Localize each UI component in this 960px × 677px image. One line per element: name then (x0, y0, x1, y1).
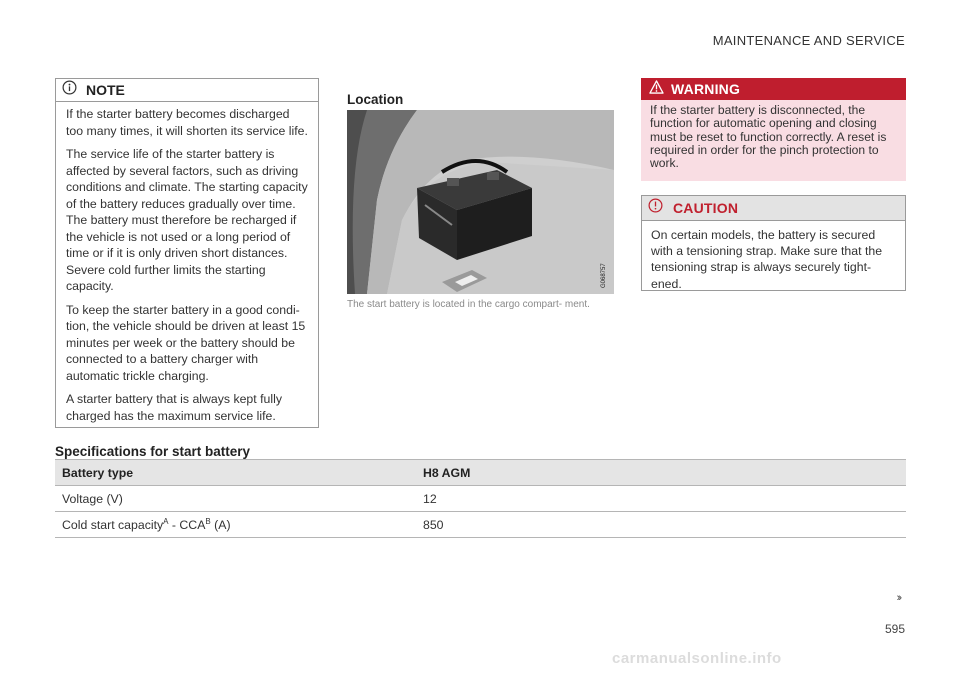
note-paragraph: The service life of the starter battery is affected by several factors, such as driving conditions and climate. The starting capacity of the battery reduces gradually over time. The battery must therefore be recharged if the vehicle is not used or a long period of time or if it is only driven short distances. Severe cold further limits the starting capacity. (66, 147, 308, 293)
caution-icon (648, 198, 663, 218)
info-icon (62, 80, 77, 100)
table-row (55, 486, 906, 512)
warning-box (641, 78, 906, 181)
row-value: 12 (416, 486, 906, 512)
row-label (55, 512, 416, 538)
row-label-text: (A) (210, 518, 231, 533)
note-paragraph: If the starter battery becomes discharged too many times, it will shorten its service life. (66, 107, 308, 138)
row-label: Voltage (V) (55, 486, 416, 512)
table-row (55, 512, 906, 538)
watermark: carmanualsonline.info (612, 650, 782, 667)
spec-title: Specifications for start battery (55, 444, 251, 459)
caution-title: CAUTION (673, 200, 739, 216)
page-number: 595 (884, 622, 905, 636)
row-value: 850 (416, 512, 906, 538)
caution-box (641, 195, 906, 291)
spec-table (55, 459, 906, 538)
location-title: Location (347, 92, 404, 107)
battery-location-image (347, 110, 614, 294)
section-header: MAINTENANCE AND SERVICE (712, 33, 905, 48)
column-header: Battery type (55, 460, 416, 486)
table-header-row (55, 460, 906, 486)
image-code: G068757 (601, 263, 607, 288)
footnote-marker: A (163, 516, 169, 526)
image-caption: The start battery is located in the cargo compart- ment. (347, 299, 590, 310)
warning-triangle-icon (649, 80, 664, 99)
continue-marker: ›› (896, 592, 900, 604)
note-title: NOTE (86, 82, 125, 98)
row-label-text: - CCA (168, 518, 206, 533)
caution-header (642, 196, 905, 221)
warning-title: WARNING (671, 81, 741, 97)
note-box (55, 78, 319, 428)
warning-header (641, 78, 906, 100)
note-header (56, 79, 318, 102)
warning-text: If the starter battery is disconnected, the function for automatic opening and closing must be reset to function correctly. A reset is required in order for the pinch protection to work. (650, 103, 887, 171)
caution-text: On certain models, the battery is secured with a tensioning strap. Make sure that the tensioning strap is always securely tight- ened. (651, 228, 883, 291)
row-label-text: Cold start capacity (62, 518, 164, 533)
note-paragraph: To keep the starter battery in a good condi- tion, the vehicle should be driven at least 15 minutes per week or the battery should be connected to a battery charger with automatic trickle charging. (66, 302, 306, 383)
footnote-marker: B (205, 516, 211, 526)
note-paragraph: A starter battery that is always kept fully charged has the maximum service life. (66, 392, 282, 423)
column-header: H8 AGM (416, 460, 906, 486)
